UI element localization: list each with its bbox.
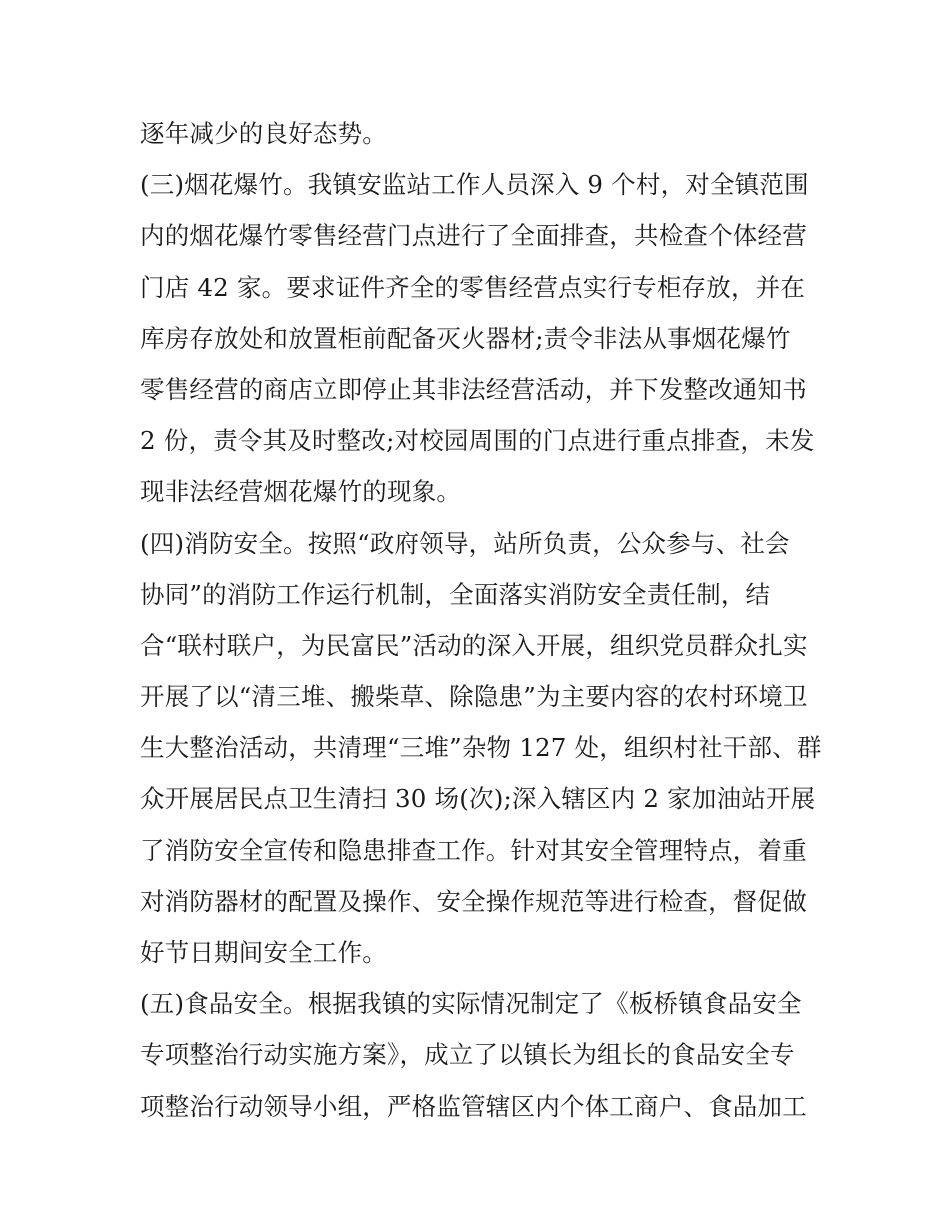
text-line: 好节日期间安全工作。 (140, 938, 387, 967)
text-line: 生大整治活动，共清理“三堆”杂物 127 处，组织村社干部、群 (140, 733, 822, 763)
text-line: 合“联村联户，为民富民”活动的深入开展，组织党员群众扎实 (140, 630, 808, 660)
text-line: 专项整治行动实施方案》，成立了以镇长为组长的食品安全专 (140, 1040, 795, 1070)
text-line: (四)消防安全。按照“政府领导，站所负责，公众参与、社会 (140, 528, 790, 558)
text-line: 项整治行动领导小组，严格监管辖区内个体工商户、食品加工 (140, 1091, 807, 1121)
text-line: 逐年减少的良好态势。 (140, 119, 387, 148)
text-line: 协同”的消防工作运行机制，全面落实消防安全责任制，结 (140, 579, 771, 609)
body-text (140, 108, 820, 1132)
text-line: 门店 42 家。要求证件齐全的零售经营点实行专柜存放，并在 (140, 272, 806, 302)
text-line: 了消防安全宣传和隐患排查工作。针对其安全管理特点，着重 (140, 835, 807, 865)
text-line: (三)烟花爆竹。我镇安监站工作人员深入 9 个村，对全镇范围 (140, 170, 809, 200)
text-line: 对消防器材的配置及操作、安全操作规范等进行检查，督促做 (140, 886, 807, 916)
text-line: 开展了以“清三堆、搬柴草、除隐患”为主要内容的农村环境卫 (140, 682, 808, 712)
text-line: 现非法经营烟花爆竹的现象。 (140, 477, 462, 507)
text-line: (五)食品安全。根据我镇的实际情况制定了《板桥镇食品安全 (140, 989, 802, 1019)
text-line: 众开展居民点卫生清扫 30 场(次);深入辖区内 2 家加油站开展 (140, 784, 816, 814)
text-line: 内的烟花爆竹零售经营门点进行了全面排查，共检查个体经营 (140, 221, 807, 251)
text-line: 零售经营的商店立即停止其非法经营活动，并下发整改通知书 (140, 374, 807, 404)
text-line: 库房存放处和放置柜前配备灭火器材;责令非法从事烟花爆竹 (140, 323, 791, 353)
text-line: 2 份，责令其及时整改;对校园周围的门点进行重点排查，未发 (140, 426, 815, 456)
